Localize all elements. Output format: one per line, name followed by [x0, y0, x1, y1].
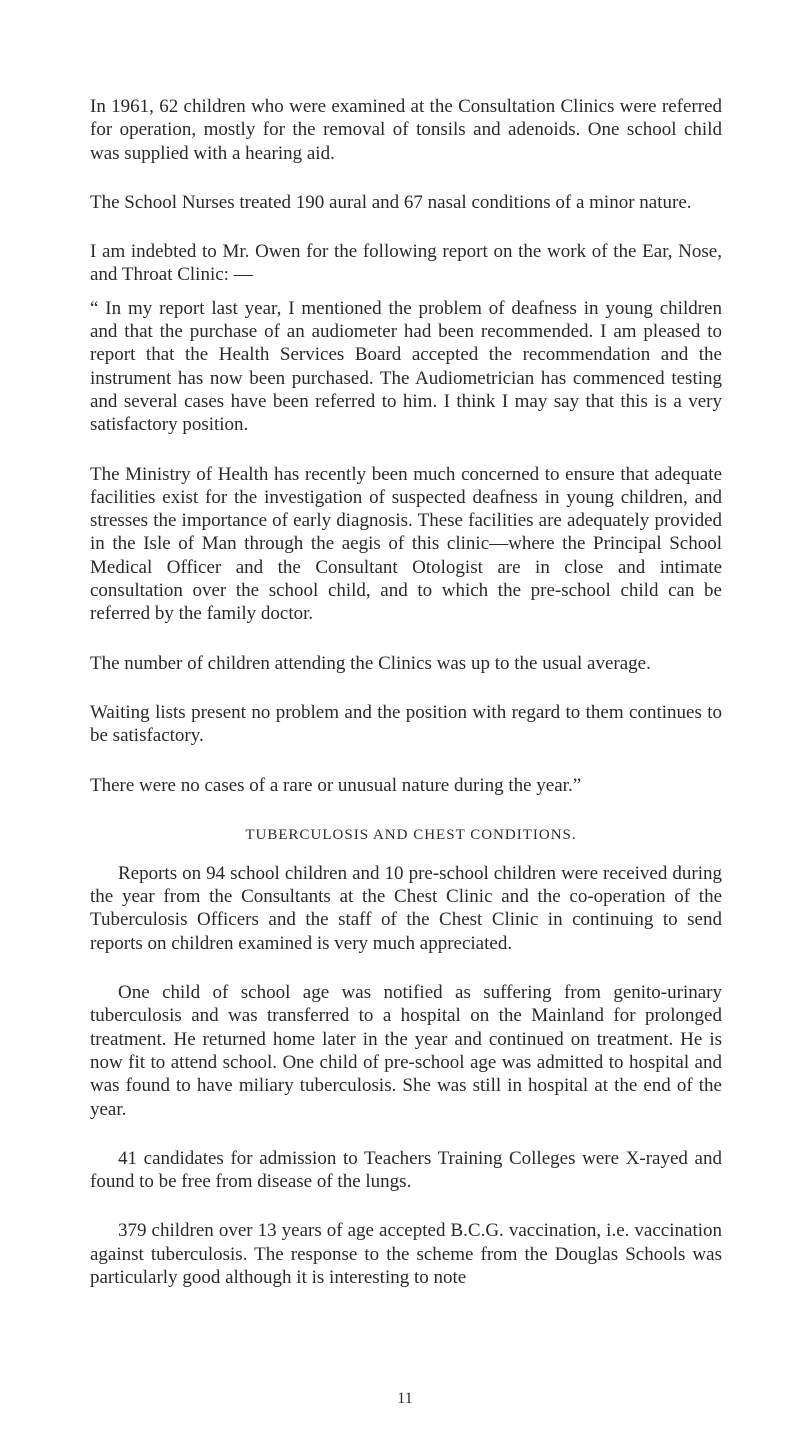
- paragraph-ministry-of-health: The Ministry of Health has recently been much concerned to ensure that adequate facilities exist for the investigation of suspected deafness in young children, and stresses the importance of early diagnosis. These facilities are adequately provided in the Isle of Man through the aegis of this clinic—where the Principal School Medical Officer and the Consultant Otologist are in close and intimate consultation over the school child, and to which the pre-school child can be referred by the family doctor.: [90, 463, 722, 625]
- paragraph-clinic-attendance: The number of children attending the Clinics was up to the usual average.: [90, 652, 651, 674]
- paragraph-teacher-candidates: 41 candidates for admission to Teachers Training Colleges were X-rayed and found to be free from disease of the lungs.: [90, 1147, 722, 1193]
- paragraph-rare-cases: There were no cases of a rare or unusual nature during the year.”: [90, 774, 582, 796]
- paragraph-ent-intro: I am indebted to Mr. Owen for the following report on the work of the Ear, Nose, and Throat Clinic: —: [90, 241, 722, 286]
- section-heading-tuberculosis: TUBERCULOSIS AND CHEST CONDITIONS.: [245, 826, 577, 843]
- document-page: [90, 95, 722, 1289]
- paragraph-referrals: In 1961, 62 children who were examined at the Consultation Clinics were referred for operation, mostly for the removal of tonsils and adenoids. One school child was supplied with a hearing aid.: [90, 96, 722, 164]
- paragraph-bcg-vaccination: 379 children over 13 years of age accepted B.C.G. vaccination, i.e. vaccination against tuberculosis. The response to the scheme from the Douglas Schools was particularly good although it is interesting to note: [90, 1220, 722, 1288]
- paragraph-audiometer: “ In my report last year, I mentioned the problem of deafness in young children and that the purchase of an audiometer had been recommended. I am pleased to report that the Health Services Board accepted the recommendation and the instrument has now been purchased. The Audiometrician has commenced testing and several cases have been referred to him. I think I may say that this is a very satisfactory position.: [90, 297, 722, 436]
- paragraph-chest-clinic-reports: Reports on 94 school children and 10 pre-school children were received during the year from the Consultants at the Chest Clinic and the co-operation of the Tuberculosis Officers and the staff of the Chest Clinic in continuing to send reports on children examined is very much appreciated.: [90, 862, 722, 954]
- paragraph-school-nurses: The School Nurses treated 190 aural and 67 nasal conditions of a minor nature.: [90, 191, 692, 213]
- paragraph-waiting-lists: Waiting lists present no problem and the position with regard to them continues to be satisfactory.: [90, 701, 722, 747]
- page-number: 11: [397, 1390, 413, 1407]
- paragraph-genito-urinary-case: One child of school age was notified as suffering from genito-urinary tuberculosis and was transferred to a hospital on the Mainland for prolonged treatment. He returned home later in the year and continued on treatment. He is now fit to attend school. One child of pre-school age was admitted to hospital and was found to have miliary tuberculosis. She was still in hospital at the end of the year.: [90, 982, 722, 1120]
